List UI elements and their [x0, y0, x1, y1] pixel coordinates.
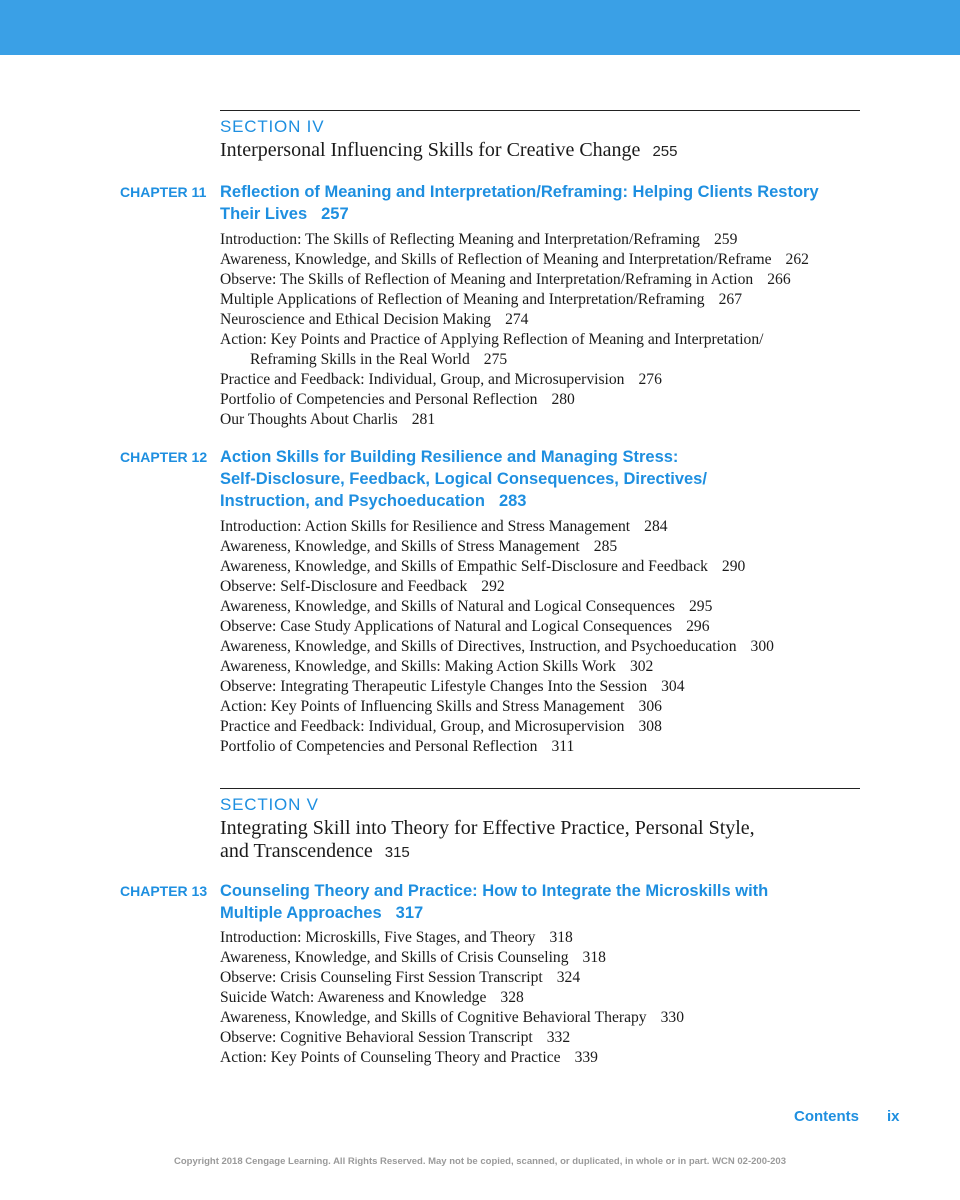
chapter-title[interactable]: [220, 880, 860, 924]
chapter-page-number: 283: [498, 492, 527, 510]
toc-entry[interactable]: Practice and Feedback: Individual, Group, and Microsupervision 308: [220, 718, 662, 735]
entry-page-number: 339: [574, 1049, 598, 1066]
entry-page-number: 266: [767, 271, 791, 288]
chapter-label: CHAPTER 12: [120, 449, 208, 465]
entry-page-number: 302: [629, 658, 654, 675]
toc-entry[interactable]: Action: Key Points and Practice of Applying Reflection of Meaning and Interpretation/: [220, 331, 764, 348]
section-page-number: 255: [652, 143, 678, 160]
toc-entry[interactable]: Action: Key Points of Influencing Skills and Stress Management 306: [220, 698, 662, 715]
toc-entry[interactable]: Introduction: Microskills, Five Stages, and Theory 318: [220, 929, 573, 946]
section-title-line: and Transcendence 315: [220, 840, 410, 862]
entry-page-number: 281: [411, 411, 436, 428]
entry-page-number: 308: [638, 718, 662, 735]
chapter-title-line: Multiple Approaches 317: [220, 904, 424, 922]
section-title-line: Integrating Skill into Theory for Effective Practice, Personal Style,: [220, 817, 755, 839]
section-label: SECTION V: [220, 795, 319, 814]
toc-entry[interactable]: Awareness, Knowledge, and Skills of Directives, Instruction, and Psychoeducation 300: [220, 638, 774, 655]
toc-entry[interactable]: Observe: Crisis Counseling First Session Transcript 324: [220, 969, 581, 986]
entry-page-number: 318: [549, 929, 573, 946]
entry-page-number: 290: [721, 558, 746, 575]
entry-page-number: 296: [686, 618, 710, 635]
entry-page-number: 328: [500, 989, 524, 1006]
chapter-page-number: 317: [395, 904, 424, 922]
entry-page-number: 311: [551, 738, 575, 755]
entry-page-number: 262: [785, 251, 809, 268]
toc-entry[interactable]: Multiple Applications of Reflection of Meaning and Interpretation/Reframing 267: [220, 291, 742, 308]
entry-page-number: 306: [638, 698, 662, 715]
entry-page-number: 276: [638, 371, 662, 388]
running-head: Contents: [794, 1108, 859, 1125]
section-page-number: 315: [384, 844, 410, 861]
toc-entry[interactable]: Suicide Watch: Awareness and Knowledge 328: [220, 989, 524, 1006]
toc-entry[interactable]: Awareness, Knowledge, and Skills of Crisis Counseling 318: [220, 949, 606, 966]
toc-entry[interactable]: Portfolio of Competencies and Personal Reflection 311: [220, 738, 575, 755]
section-divider: [220, 788, 860, 789]
toc-entry[interactable]: Our Thoughts About Charlis 281: [220, 411, 436, 428]
section-title-text: Interpersonal Influencing Skills for Creative Change: [220, 139, 641, 161]
entry-page-number: 292: [481, 578, 505, 595]
entry-page-number: 284: [644, 518, 668, 535]
toc-entry[interactable]: Awareness, Knowledge, and Skills of Empathic Self-Disclosure and Feedback 290: [220, 558, 746, 575]
toc-entry[interactable]: Awareness, Knowledge, and Skills: Making Action Skills Work 302: [220, 658, 654, 675]
entry-page-number: 304: [661, 678, 685, 695]
entry-page-number: 285: [593, 538, 618, 555]
toc-entries: [220, 928, 860, 1068]
chapter-title[interactable]: [220, 181, 860, 225]
toc-entry[interactable]: Practice and Feedback: Individual, Group, and Microsupervision 276: [220, 371, 662, 388]
entry-page-number: 330: [660, 1009, 684, 1026]
entry-page-number: 332: [546, 1029, 571, 1046]
entry-page-number: 274: [505, 311, 529, 328]
entry-page-number: 259: [713, 231, 738, 248]
section-divider: [220, 110, 860, 111]
chapter-label: CHAPTER 13: [120, 883, 208, 899]
toc-entry[interactable]: Observe: Cognitive Behavioral Session Transcript 332: [220, 1029, 571, 1046]
toc-entry[interactable]: Observe: Integrating Therapeutic Lifestyle Changes Into the Session 304: [220, 678, 685, 695]
chapter-title-line: Instruction, and Psychoeducation 283: [220, 492, 527, 510]
toc-entry[interactable]: Portfolio of Competencies and Personal Reflection 280: [220, 391, 575, 408]
entry-page-number: 318: [582, 949, 606, 966]
copyright-notice: Copyright 2018 Cengage Learning. All Rights Reserved. May not be copied, scanned, or duplicated, in whole or in part. WCN 02-200-203: [174, 1156, 786, 1167]
toc-entry[interactable]: Introduction: Action Skills for Resilience and Stress Management 284: [220, 518, 668, 535]
toc-entries: [220, 230, 860, 430]
page-number: ix: [887, 1108, 900, 1125]
section-label: SECTION IV: [220, 117, 325, 136]
chapter-title-line: Self-Disclosure, Feedback, Logical Consequences, Directives/: [220, 470, 707, 488]
toc-entry[interactable]: Introduction: The Skills of Reflecting Meaning and Interpretation/Reframing 259: [220, 231, 738, 248]
entry-page-number: 300: [750, 638, 774, 655]
section-title: [220, 139, 840, 163]
toc-entry-continuation[interactable]: Reframing Skills in the Real World 275: [250, 351, 508, 368]
toc-entry[interactable]: Awareness, Knowledge, and Skills of Cognitive Behavioral Therapy 330: [220, 1009, 684, 1026]
toc-entry[interactable]: Action: Key Points of Counseling Theory and Practice 339: [220, 1049, 598, 1066]
section-title: [220, 817, 840, 864]
chapter-title-line: Counseling Theory and Practice: How to Integrate the Microskills with: [220, 882, 769, 900]
toc-entries: [220, 517, 860, 757]
toc-entry[interactable]: Awareness, Knowledge, and Skills of Natural and Logical Consequences 295: [220, 598, 713, 615]
chapter-title[interactable]: [220, 446, 860, 512]
entry-page-number: 275: [483, 351, 508, 368]
chapter-title-line: Their Lives 257: [220, 205, 349, 223]
toc-entry[interactable]: Awareness, Knowledge, and Skills of Reflection of Meaning and Interpretation/Reframe 262: [220, 251, 809, 268]
entry-page-number: 267: [718, 291, 742, 308]
chapter-page-number: 257: [321, 205, 349, 223]
entry-page-number: 324: [556, 969, 581, 986]
header-band: [0, 0, 960, 55]
chapter-label: CHAPTER 11: [120, 184, 207, 200]
toc-entry[interactable]: Observe: The Skills of Reflection of Meaning and Interpretation/Reframing in Action 266: [220, 271, 791, 288]
entry-page-number: 295: [689, 598, 713, 615]
toc-entry[interactable]: Neuroscience and Ethical Decision Making 274: [220, 311, 529, 328]
entry-page-number: 280: [551, 391, 575, 408]
toc-entry[interactable]: Awareness, Knowledge, and Skills of Stress Management 285: [220, 538, 618, 555]
toc-entry[interactable]: Observe: Self-Disclosure and Feedback 292: [220, 578, 505, 595]
chapter-title-line: Reflection of Meaning and Interpretation/Reframing: Helping Clients Restory: [220, 183, 819, 201]
toc-entry[interactable]: Observe: Case Study Applications of Natural and Logical Consequences 296: [220, 618, 710, 635]
chapter-title-line: Action Skills for Building Resilience and Managing Stress:: [220, 448, 679, 466]
